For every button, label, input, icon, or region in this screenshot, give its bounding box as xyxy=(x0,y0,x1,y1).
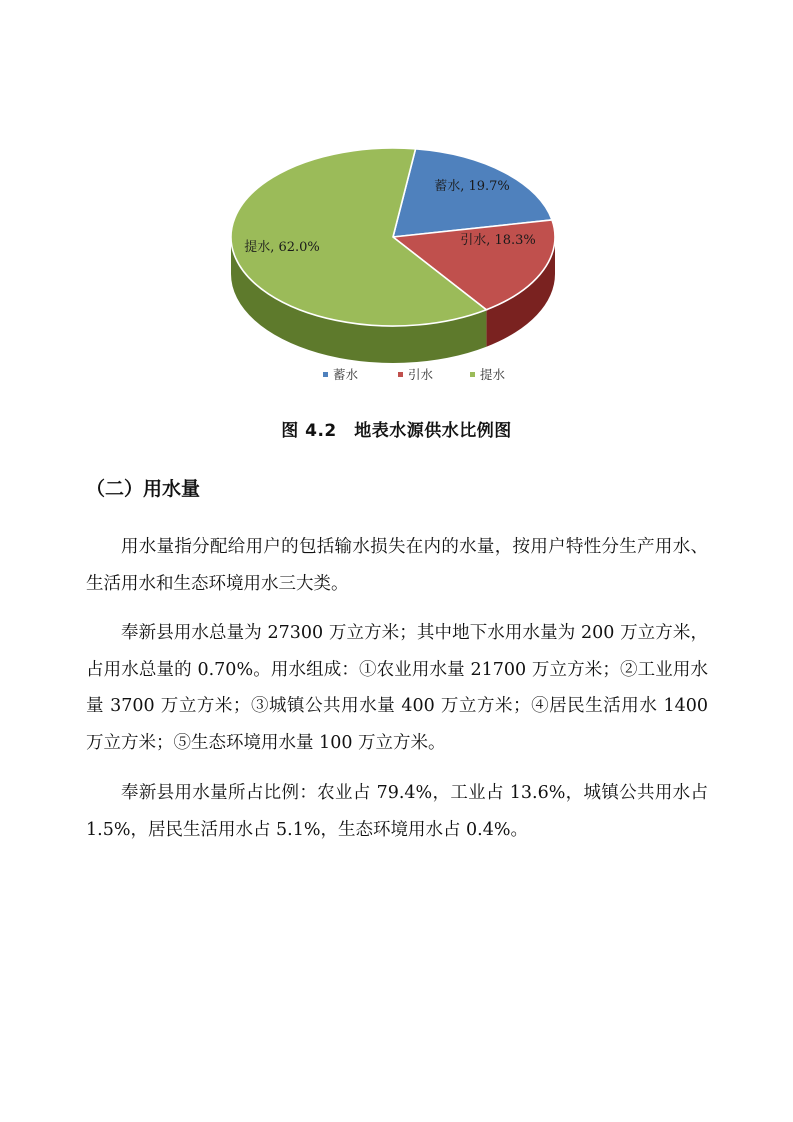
pie-data-label-0: 蓄水, 19.7% xyxy=(434,179,510,194)
section-title: （二）用水量 xyxy=(86,478,201,500)
legend-marker-2 xyxy=(470,372,475,377)
legend-marker-1 xyxy=(398,372,403,377)
paragraph: 奉新县用水总量为 27300 万立方米；其中地下水用水量为 200 万立方米，占用水总量的 0.70%。用水组成：①农业用水量 21700 万立方米；②工业用水量 3700 万立方米；③城镇公共用水量 400 万立方米；④居民生活用水 1400 万立方米；⑤生态环境用水量 100 万立方米。 xyxy=(86,623,708,753)
paragraph: 用水量指分配给用户的包括输水损失在内的水量，按用户特性分生产用水、生活用水和生态环境用水三大类。 xyxy=(86,537,708,594)
legend-label-2: 提水 xyxy=(480,367,506,382)
legend-label-1: 引水 xyxy=(408,367,434,382)
water-supply-pie-chart xyxy=(0,0,793,400)
legend-label-0: 蓄水 xyxy=(333,367,359,382)
paragraph: 奉新县用水量所占比例：农业占 79.4%，工业占 13.6%，城镇公共用水占 1.5%，居民生活用水占 5.1%，生态环境用水占 0.4%。 xyxy=(86,783,708,840)
pie-data-label-1: 引水, 18.3% xyxy=(460,233,536,248)
legend-marker-0 xyxy=(323,372,328,377)
pie-data-label-2: 提水, 62.0% xyxy=(244,240,320,255)
figure-caption: 图 4.2 地表水源供水比例图 xyxy=(281,421,512,441)
